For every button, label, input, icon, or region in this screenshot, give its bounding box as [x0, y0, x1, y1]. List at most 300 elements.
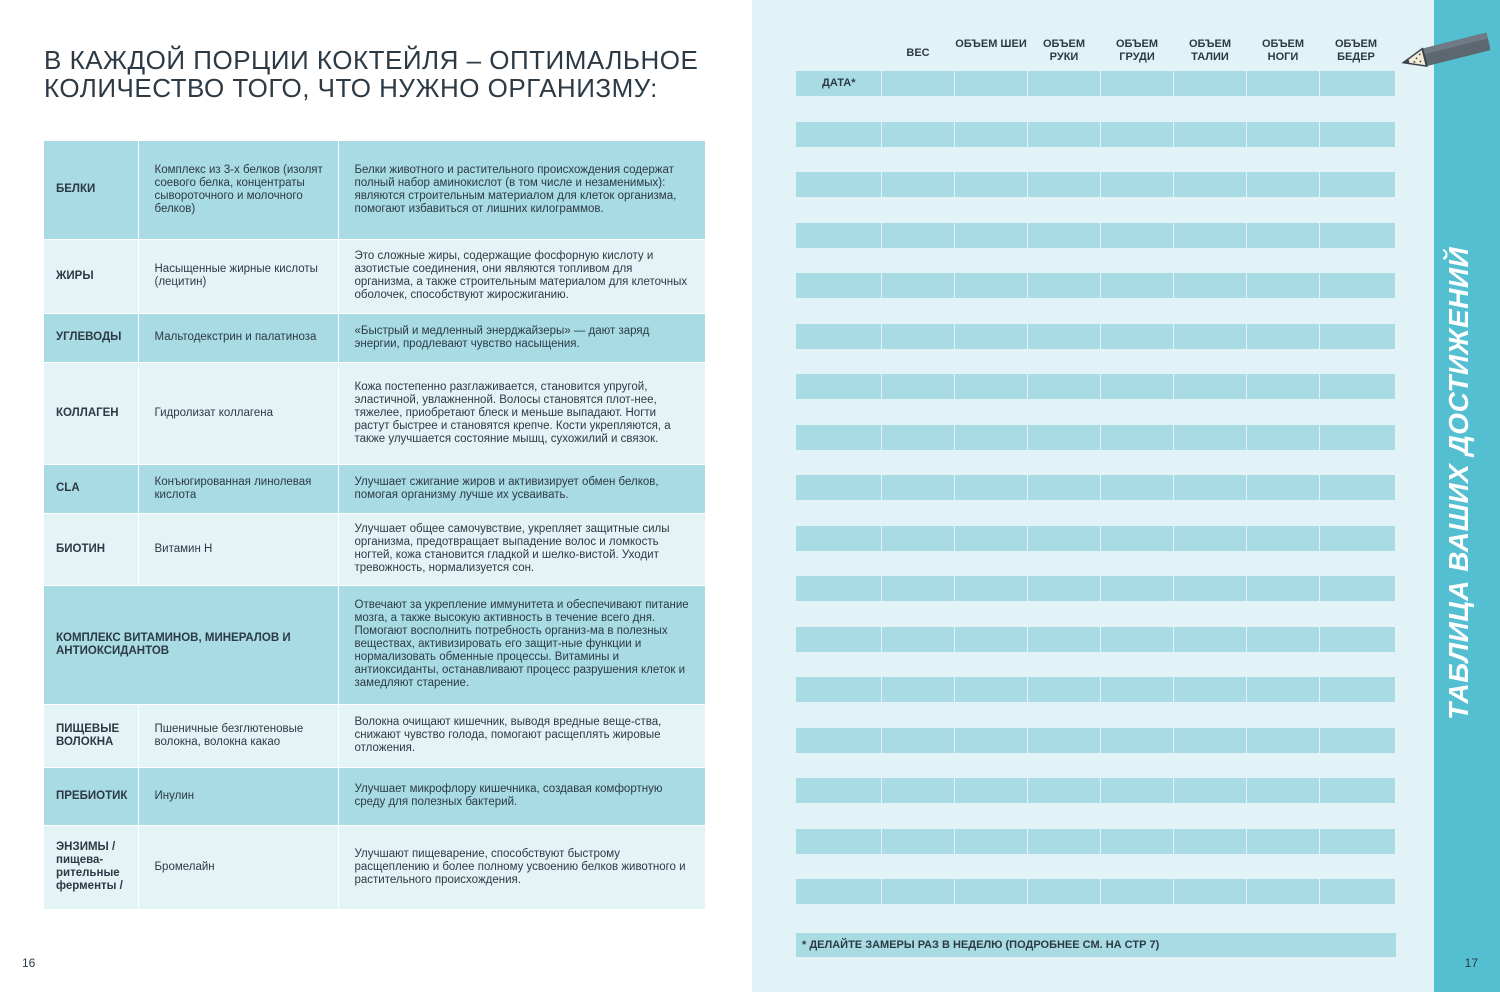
measure-cell[interactable] [1174, 526, 1247, 551]
measure-cell[interactable] [1247, 248, 1320, 273]
table-row [796, 854, 1396, 879]
table-row [796, 71, 1396, 96]
measure-cell[interactable] [1174, 702, 1247, 727]
measure-cell[interactable] [1320, 854, 1396, 879]
measure-cell[interactable] [1320, 96, 1396, 121]
date-cell[interactable] [796, 374, 882, 399]
measure-cell[interactable] [1247, 677, 1320, 702]
measure-cell[interactable] [1174, 475, 1247, 500]
measure-cell[interactable] [882, 197, 955, 222]
measure-cell[interactable] [1101, 96, 1174, 121]
measure-cell[interactable] [1028, 450, 1101, 475]
measure-cell[interactable] [1247, 223, 1320, 248]
measure-cell[interactable] [882, 147, 955, 172]
measure-cell[interactable] [1320, 223, 1396, 248]
measure-cell[interactable] [955, 829, 1028, 854]
measure-cell[interactable] [955, 122, 1028, 147]
measure-cell[interactable] [882, 551, 955, 576]
measure-cell[interactable] [1101, 273, 1174, 298]
measure-cell[interactable] [882, 702, 955, 727]
measure-cell[interactable] [1247, 172, 1320, 197]
measure-cell[interactable] [1028, 500, 1101, 525]
measure-cell[interactable] [1101, 551, 1174, 576]
measure-cell[interactable] [955, 349, 1028, 374]
measure-cell[interactable] [1101, 450, 1174, 475]
date-cell[interactable] [796, 147, 882, 172]
measure-cell[interactable] [955, 601, 1028, 626]
measure-cell[interactable] [1101, 601, 1174, 626]
table-row [796, 425, 1396, 450]
measure-cell[interactable] [1028, 96, 1101, 121]
measure-cell[interactable] [1028, 399, 1101, 424]
ingredient-name: ЭНЗИМЫ /пищева-рительные ферменты / [44, 825, 138, 909]
measure-cell[interactable] [882, 96, 955, 121]
date-cell[interactable] [796, 627, 882, 652]
date-cell[interactable] [796, 425, 882, 450]
measure-cell[interactable] [955, 702, 1028, 727]
ingredient-source: Конъюгированная линолевая кислота [138, 464, 338, 513]
measure-cell[interactable] [1028, 702, 1101, 727]
measure-cell[interactable] [1247, 702, 1320, 727]
measure-cell[interactable] [882, 248, 955, 273]
measure-cell[interactable] [1101, 122, 1174, 147]
measure-cell[interactable] [955, 475, 1028, 500]
measure-cell[interactable] [882, 728, 955, 753]
measure-cell[interactable] [1028, 122, 1101, 147]
measure-cell[interactable] [1247, 601, 1320, 626]
measure-cell[interactable] [1174, 677, 1247, 702]
measure-cell[interactable] [955, 728, 1028, 753]
ingredient-source: Комплекс из 3-х белков (изолят соевого белка, концентраты сывороточного и молочного белков) [138, 141, 338, 239]
measure-cell[interactable] [955, 854, 1028, 879]
measure-cell[interactable] [1174, 172, 1247, 197]
ingredient-source: Бромелайн [138, 825, 338, 909]
measure-cell[interactable] [1174, 829, 1247, 854]
measure-cell[interactable] [955, 425, 1028, 450]
measure-cell[interactable] [955, 71, 1028, 96]
date-cell[interactable] [796, 652, 882, 677]
measure-cell[interactable] [1101, 248, 1174, 273]
measure-cell[interactable] [1320, 172, 1396, 197]
measure-cell[interactable] [1247, 349, 1320, 374]
measure-cell[interactable] [1320, 728, 1396, 753]
measure-cell[interactable] [1320, 122, 1396, 147]
measure-cell[interactable] [882, 223, 955, 248]
date-cell[interactable] [796, 500, 882, 525]
measure-cell[interactable] [1174, 425, 1247, 450]
measure-cell[interactable] [1028, 854, 1101, 879]
measure-cell[interactable] [1101, 854, 1174, 879]
date-cell[interactable] [796, 526, 882, 551]
measure-cell[interactable] [882, 475, 955, 500]
measure-cell[interactable] [1247, 197, 1320, 222]
measure-cell[interactable] [955, 803, 1028, 828]
measure-cell[interactable] [882, 399, 955, 424]
date-cell[interactable] [796, 475, 882, 500]
measure-cell[interactable] [1320, 601, 1396, 626]
measure-cell[interactable] [1174, 551, 1247, 576]
measure-cell[interactable] [1028, 627, 1101, 652]
date-cell[interactable] [796, 298, 882, 323]
measure-cell[interactable] [1247, 854, 1320, 879]
measure-cell[interactable] [955, 197, 1028, 222]
measure-cell[interactable] [1174, 273, 1247, 298]
measure-cell[interactable] [1101, 147, 1174, 172]
measure-cell[interactable] [1247, 551, 1320, 576]
measure-cell[interactable] [955, 374, 1028, 399]
date-cell[interactable] [796, 450, 882, 475]
measure-cell[interactable] [1320, 778, 1396, 803]
measure-cell[interactable] [1028, 551, 1101, 576]
date-cell[interactable] [796, 399, 882, 424]
measure-cell[interactable] [955, 172, 1028, 197]
measure-cell[interactable] [955, 500, 1028, 525]
date-cell[interactable] [796, 677, 882, 702]
measure-cell[interactable] [1028, 223, 1101, 248]
measure-cell[interactable] [1320, 753, 1396, 778]
measure-cell[interactable] [955, 450, 1028, 475]
measure-cell[interactable] [882, 854, 955, 879]
measure-cell[interactable] [1101, 475, 1174, 500]
measure-cell[interactable] [1320, 298, 1396, 323]
measure-cell[interactable] [1101, 172, 1174, 197]
measure-cell[interactable] [1320, 702, 1396, 727]
measure-cell[interactable] [1028, 172, 1101, 197]
date-cell[interactable] [796, 172, 882, 197]
table-row [44, 464, 706, 513]
measure-cell[interactable] [1247, 728, 1320, 753]
measure-cell[interactable] [882, 879, 955, 904]
measure-cell[interactable] [1028, 374, 1101, 399]
measure-cell[interactable] [1174, 324, 1247, 349]
date-cell[interactable] [796, 803, 882, 828]
measure-cell[interactable] [1320, 829, 1396, 854]
measure-cell[interactable] [955, 324, 1028, 349]
measure-cell[interactable] [1247, 753, 1320, 778]
measure-cell[interactable] [882, 803, 955, 828]
measure-cell[interactable] [1174, 374, 1247, 399]
measure-cell[interactable] [1174, 122, 1247, 147]
ingredient-name: ПИЩЕВЫЕ ВОЛОКНА [44, 704, 138, 767]
measure-cell[interactable] [1247, 96, 1320, 121]
measure-cell[interactable] [882, 778, 955, 803]
measure-cell[interactable] [1101, 829, 1174, 854]
measure-cell[interactable] [882, 526, 955, 551]
measure-cell[interactable] [955, 677, 1028, 702]
measure-cell[interactable] [1101, 197, 1174, 222]
measure-cell[interactable] [1028, 298, 1101, 323]
measure-cell[interactable] [1320, 374, 1396, 399]
measure-cell[interactable] [1174, 248, 1247, 273]
measure-cell[interactable] [1320, 627, 1396, 652]
measure-cell[interactable] [1247, 879, 1320, 904]
measure-cell[interactable] [882, 374, 955, 399]
measure-cell[interactable] [955, 298, 1028, 323]
measure-cell[interactable] [1320, 324, 1396, 349]
table-row [796, 399, 1396, 424]
date-cell[interactable] [796, 223, 882, 248]
measure-cell[interactable] [1174, 778, 1247, 803]
measure-cell[interactable] [1101, 349, 1174, 374]
table-row [796, 273, 1396, 298]
measure-cell[interactable] [1174, 854, 1247, 879]
date-cell[interactable] [796, 854, 882, 879]
measure-cell[interactable] [955, 526, 1028, 551]
measure-cell[interactable] [955, 652, 1028, 677]
measure-cell[interactable] [1028, 879, 1101, 904]
measure-cell[interactable] [882, 71, 955, 96]
measure-cell[interactable] [1320, 677, 1396, 702]
measure-cell[interactable] [882, 576, 955, 601]
measure-cell[interactable] [1028, 248, 1101, 273]
measure-cell[interactable] [1101, 753, 1174, 778]
measure-cell[interactable] [1028, 475, 1101, 500]
measure-cell[interactable] [1028, 324, 1101, 349]
measure-cell[interactable] [1028, 601, 1101, 626]
measure-cell[interactable] [1174, 71, 1247, 96]
measure-cell[interactable] [1247, 526, 1320, 551]
date-cell[interactable] [796, 829, 882, 854]
measure-cell[interactable] [1101, 500, 1174, 525]
measure-cell[interactable] [882, 324, 955, 349]
measure-cell[interactable] [1028, 147, 1101, 172]
measure-cell[interactable] [1028, 652, 1101, 677]
measure-cell[interactable] [1320, 879, 1396, 904]
measure-cell[interactable] [1320, 273, 1396, 298]
measure-cell[interactable] [1247, 576, 1320, 601]
measure-cell[interactable] [1320, 147, 1396, 172]
table-row [44, 767, 706, 825]
measure-cell[interactable] [882, 652, 955, 677]
date-cell[interactable] [796, 702, 882, 727]
measure-cell[interactable] [882, 273, 955, 298]
ingredient-source: Мальтодекстрин и палатиноза [138, 313, 338, 362]
date-cell[interactable] [796, 601, 882, 626]
ingredient-name: ЖИРЫ [44, 239, 138, 313]
measure-cell[interactable] [955, 778, 1028, 803]
measure-cell[interactable] [1174, 399, 1247, 424]
date-cell[interactable] [796, 728, 882, 753]
measure-cell[interactable] [1320, 450, 1396, 475]
measure-cell[interactable] [1320, 652, 1396, 677]
measure-cell[interactable] [1028, 677, 1101, 702]
measure-cell[interactable] [882, 450, 955, 475]
date-cell[interactable] [796, 122, 882, 147]
measure-cell[interactable] [1247, 425, 1320, 450]
measure-cell[interactable] [1174, 601, 1247, 626]
date-cell[interactable] [796, 349, 882, 374]
measure-cell[interactable] [882, 829, 955, 854]
table-row [796, 601, 1396, 626]
tracker-grid [796, 71, 1396, 904]
measure-cell[interactable] [1247, 273, 1320, 298]
measure-cell[interactable] [1101, 576, 1174, 601]
ingredient-benefit: Это сложные жиры, содержащие фосфорную кислоту и азотистые соединения, они являются топливом для организма, а также строительным материалом для клеточных оболочек, способствуют жиросжиганию. [338, 239, 706, 313]
measure-cell[interactable] [955, 753, 1028, 778]
table-row [44, 585, 706, 704]
ingredient-benefit: Волокна очищают кишечник, выводя вредные веще-ства, снижают чувство голода, помогают расщеплять жировые отложения. [338, 704, 706, 767]
measure-cell[interactable] [1320, 500, 1396, 525]
date-cell[interactable] [796, 879, 882, 904]
measure-cell[interactable] [1247, 475, 1320, 500]
measure-cell[interactable] [1174, 197, 1247, 222]
measure-cell[interactable] [1247, 803, 1320, 828]
table-row [796, 753, 1396, 778]
measure-cell[interactable] [1028, 71, 1101, 96]
measure-cell[interactable] [1028, 829, 1101, 854]
measure-cell[interactable] [955, 576, 1028, 601]
measure-cell[interactable] [1028, 526, 1101, 551]
measure-cell[interactable] [1320, 425, 1396, 450]
measure-cell[interactable] [1320, 71, 1396, 96]
measure-cell[interactable] [1320, 197, 1396, 222]
ingredient-benefit: Отвечают за укрепление иммунитета и обеспечивают питание мозга, а также высокую активность в течение всего дня. Помогают восполнить потребность организ-ма в полезных веществах, активизировать его защит-ные функции и нормализовать обменные процессы. Витамины и антиоксиданты, останавливают процесс разрушения клеток и замедляют старение. [338, 585, 706, 704]
date-cell[interactable] [796, 197, 882, 222]
measure-cell[interactable] [1028, 273, 1101, 298]
measure-cell[interactable] [1028, 576, 1101, 601]
measure-cell[interactable] [882, 627, 955, 652]
measure-cell[interactable] [955, 223, 1028, 248]
measure-cell[interactable] [1247, 627, 1320, 652]
table-row [796, 551, 1396, 576]
measure-cell[interactable] [882, 753, 955, 778]
measure-cell[interactable] [1028, 803, 1101, 828]
table-row [796, 677, 1396, 702]
measure-cell[interactable] [1247, 500, 1320, 525]
measure-cell[interactable] [1174, 728, 1247, 753]
date-cell[interactable] [796, 778, 882, 803]
measure-cell[interactable] [955, 248, 1028, 273]
measure-cell[interactable] [1028, 778, 1101, 803]
measure-cell[interactable] [1101, 803, 1174, 828]
measure-cell[interactable] [1028, 728, 1101, 753]
measure-cell[interactable] [955, 551, 1028, 576]
measure-cell[interactable] [1320, 248, 1396, 273]
date-cell[interactable] [796, 576, 882, 601]
column-header: ОБЪЕМ ТАЛИИ [1188, 38, 1232, 63]
measure-cell[interactable] [1247, 298, 1320, 323]
measure-cell[interactable] [1320, 399, 1396, 424]
measure-cell[interactable] [1320, 526, 1396, 551]
measure-cell[interactable] [955, 399, 1028, 424]
measure-cell[interactable] [882, 172, 955, 197]
measure-cell[interactable] [1028, 425, 1101, 450]
measure-cell[interactable] [1101, 652, 1174, 677]
date-cell[interactable] [796, 96, 882, 121]
measure-cell[interactable] [1101, 374, 1174, 399]
measure-cell[interactable] [955, 879, 1028, 904]
measure-cell[interactable] [1174, 223, 1247, 248]
date-cell[interactable] [796, 248, 882, 273]
measure-cell[interactable] [1101, 399, 1174, 424]
table-row [796, 829, 1396, 854]
measure-cell[interactable] [1174, 879, 1247, 904]
measure-cell[interactable] [1101, 526, 1174, 551]
measure-cell[interactable] [1101, 324, 1174, 349]
date-cell[interactable] [796, 273, 882, 298]
ingredient-benefit: Улучшает общее самочувствие, укрепляет защитные силы организма, предотвращает выпадение волос и ломкость ногтей, кожа становится гладкой и шелко-вистой. Уходит тревожность, нормализуется сон. [338, 513, 706, 585]
table-row [796, 627, 1396, 652]
measure-cell[interactable] [1247, 71, 1320, 96]
measure-cell[interactable] [1174, 450, 1247, 475]
measure-cell[interactable] [1247, 324, 1320, 349]
measure-cell[interactable] [1101, 702, 1174, 727]
measure-cell[interactable] [882, 500, 955, 525]
measure-cell[interactable] [1247, 399, 1320, 424]
measure-cell[interactable] [1101, 223, 1174, 248]
measure-cell[interactable] [882, 349, 955, 374]
measure-cell[interactable] [1320, 576, 1396, 601]
measure-cell[interactable] [1101, 71, 1174, 96]
measure-cell[interactable] [1028, 349, 1101, 374]
measure-cell[interactable] [882, 677, 955, 702]
measure-cell[interactable] [1320, 551, 1396, 576]
ingredient-benefit: Улучшает сжигание жиров и активизирует обмен белков, помогая организму лучше их усваивать. [338, 464, 706, 513]
measure-cell[interactable] [1247, 829, 1320, 854]
measure-cell[interactable] [1174, 500, 1247, 525]
table-row [796, 324, 1396, 349]
measure-cell[interactable] [955, 627, 1028, 652]
measure-cell[interactable] [1174, 753, 1247, 778]
measure-cell[interactable] [1247, 652, 1320, 677]
measure-cell[interactable] [882, 298, 955, 323]
measure-cell[interactable] [955, 147, 1028, 172]
measure-cell[interactable] [1320, 349, 1396, 374]
date-cell[interactable] [796, 324, 882, 349]
measure-cell[interactable] [1101, 298, 1174, 323]
measure-cell[interactable] [1174, 576, 1247, 601]
measure-cell[interactable] [1247, 374, 1320, 399]
measure-cell[interactable] [1101, 677, 1174, 702]
table-row [796, 728, 1396, 753]
measure-cell[interactable] [1247, 147, 1320, 172]
measure-cell[interactable] [1101, 728, 1174, 753]
measure-cell[interactable] [1174, 147, 1247, 172]
ingredient-source: Витамин Н [138, 513, 338, 585]
table-row [796, 475, 1396, 500]
date-cell[interactable] [796, 551, 882, 576]
measure-cell[interactable] [955, 273, 1028, 298]
measure-cell[interactable] [1028, 197, 1101, 222]
table-row [796, 879, 1396, 904]
measure-cell[interactable] [1174, 96, 1247, 121]
page-title-line-1: В КАЖДОЙ ПОРЦИИ КОКТЕЙЛЯ – ОПТИМАЛЬНОЕ [44, 45, 699, 75]
measure-cell[interactable] [1320, 803, 1396, 828]
measure-cell[interactable] [1101, 778, 1174, 803]
measure-cell[interactable] [882, 122, 955, 147]
measure-cell[interactable] [1028, 753, 1101, 778]
measure-cell[interactable] [1247, 122, 1320, 147]
measure-cell[interactable] [1174, 627, 1247, 652]
measure-cell[interactable] [1174, 298, 1247, 323]
date-cell[interactable] [796, 753, 882, 778]
measure-cell[interactable] [1101, 627, 1174, 652]
measure-cell[interactable] [1174, 652, 1247, 677]
measure-cell[interactable] [882, 601, 955, 626]
measure-cell[interactable] [1247, 450, 1320, 475]
measure-cell[interactable] [1174, 803, 1247, 828]
measure-cell[interactable] [1247, 778, 1320, 803]
table-row [796, 803, 1396, 828]
measure-cell[interactable] [1320, 475, 1396, 500]
measure-cell[interactable] [882, 425, 955, 450]
measure-cell[interactable] [1101, 425, 1174, 450]
measure-cell[interactable] [1174, 349, 1247, 374]
table-row [796, 349, 1396, 374]
table-row [44, 239, 706, 313]
measure-cell[interactable] [1101, 879, 1174, 904]
measure-cell[interactable] [955, 96, 1028, 121]
